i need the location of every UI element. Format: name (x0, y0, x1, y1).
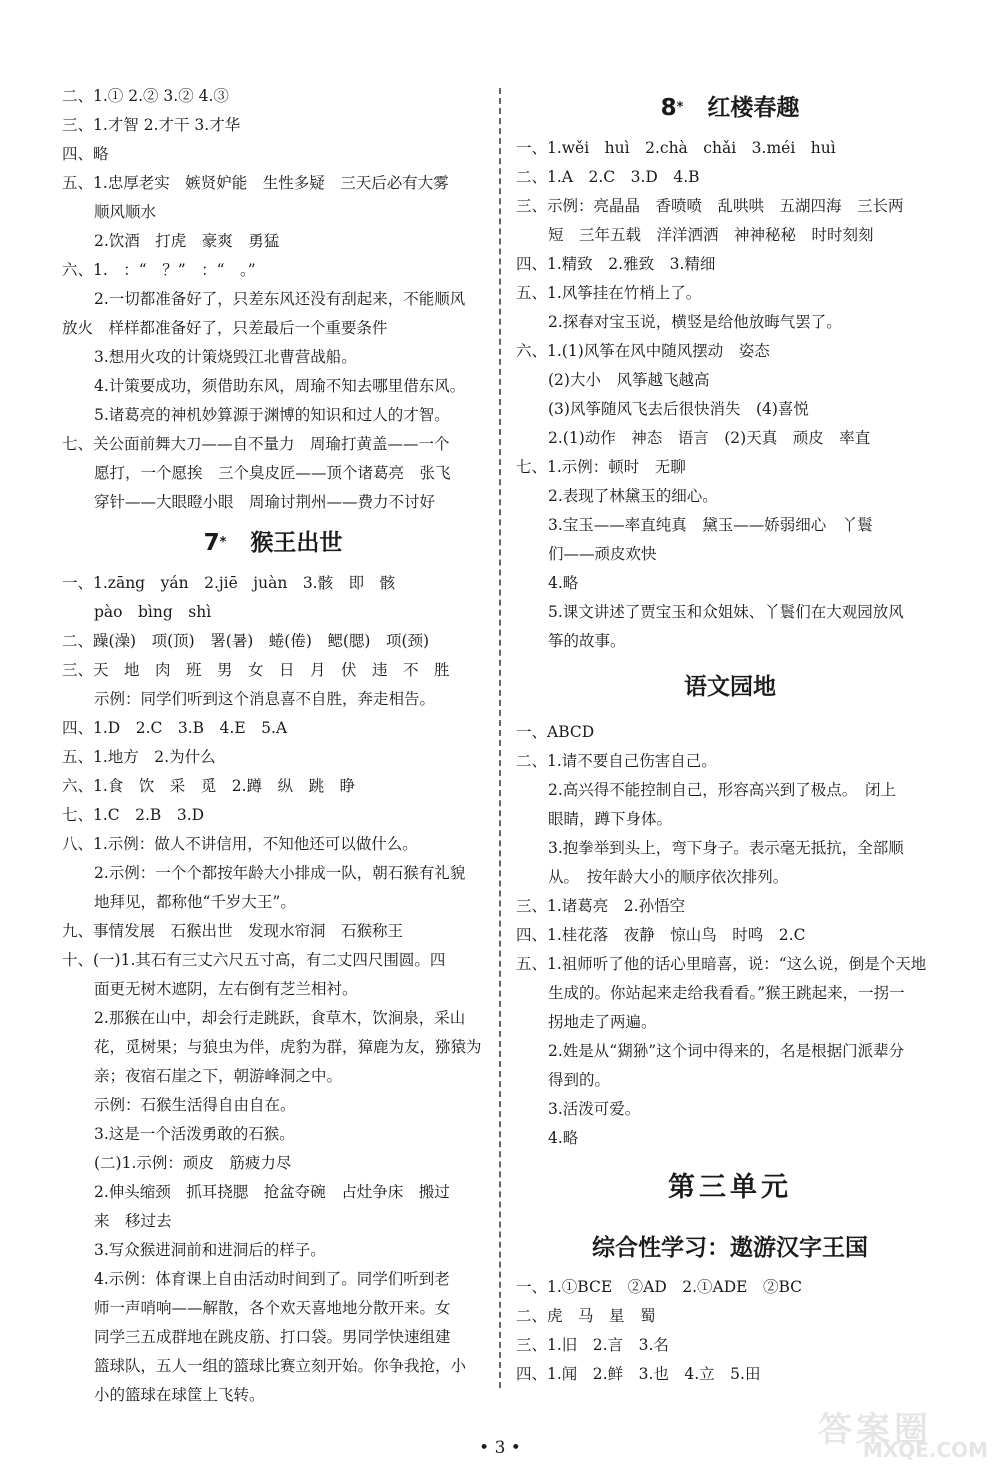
section-title-study: 综合性学习：遨游汉字王国 (592, 1235, 868, 1261)
answer-line: 筝的故事。 (548, 632, 626, 650)
answer-line: 2.一切都准备好了，只差东风还没有刮起来，不能顺风 (94, 290, 466, 308)
answer-line: 一、1.zāng yán 2.jiē juàn 3.骸 即 骸 (62, 574, 396, 592)
watermark-logo (818, 1402, 988, 1462)
answers-study (516, 1273, 944, 1389)
answer-line: 二、1.请不要自己伤害自己。 (516, 752, 717, 770)
answer-line: (二)1.示例：顽皮 筋疲力尽 (94, 1154, 292, 1172)
answer-line: 一、1.wěi huì 2.chà chǎi 3.méi huì (516, 139, 836, 157)
answer-line: 2.(1)动作 神态 语言 (2)天真 顽皮 率直 (548, 429, 871, 447)
lesson-title-7: 7* 猴王出世 (203, 530, 343, 556)
right-column (516, 82, 944, 1389)
answer-line: 七、1.C 2.B 3.D (62, 806, 205, 824)
answer-line: 花，觅树果；与狼虫为伴，虎豹为群，獐鹿为友，猕猿为 (94, 1038, 482, 1056)
answer-line: 2.表现了林黛玉的细心。 (548, 487, 718, 505)
left-column (62, 82, 484, 1410)
unit-title: 第三单元 (668, 1172, 792, 1203)
answer-line: 从。 按年龄大小的顺序依次排列。 (548, 868, 789, 886)
answer-line: 放火 样样都准备好了，只差最后一个重要条件 (62, 319, 388, 337)
section-title-garden: 语文园地 (684, 674, 776, 700)
answer-line: 们——顽皮欢快 (548, 545, 657, 563)
answer-line: 眼睛，蹲下身体。 (548, 810, 673, 828)
answer-line: 六、1.食 饮 采 觅 2.蹲 纵 跳 睁 (62, 777, 356, 795)
answer-line: 2.伸头缩颈 抓耳挠腮 抢盆夺碗 占灶争床 搬过 (94, 1183, 450, 1201)
answer-line: 六、1.(1)风筝在风中随风摆动 姿态 (516, 342, 770, 360)
answer-line: 七、关公面前舞大刀——自不量力 周瑜打黄盖——一个 (62, 435, 450, 453)
answer-line: 3.这是一个活泼勇敢的石猴。 (94, 1125, 295, 1143)
answer-line: 四、1.桂花落 夜静 惊山鸟 时鸣 2.C (516, 926, 806, 944)
answer-line: 五、1.忠厚老实 嫉贤妒能 生性多疑 三天后必有大雾 (62, 174, 449, 192)
answer-line: 地拜见，都称他“千岁大王”。 (94, 893, 296, 911)
answer-line: 四、略 (62, 145, 109, 163)
lesson-number: 7 (203, 530, 220, 556)
answer-line: 4.示例：体育课上自由活动时间到了。同学们听到老 (94, 1270, 450, 1288)
answer-line: 九、事情发展 石猴出世 发现水帘洞 石猴称王 (62, 922, 404, 940)
answer-line: 短 三年五载 洋洋洒洒 神神秘秘 时时刻刻 (548, 226, 874, 244)
column-divider (499, 88, 501, 1388)
lesson-name: 红楼春趣 (707, 95, 800, 121)
answer-line: 五、1.风筝挂在竹梢上了。 (516, 284, 702, 302)
answer-line: 二、躁(澡) 项(顶) 署(暑) 蜷(倦) 鳃(腮) 项(颈) (62, 632, 430, 650)
answers-garden (516, 718, 944, 1153)
page-number: • 3 • (479, 1438, 521, 1458)
answer-line: (3)风筝随风飞去后很快消失 (4)喜悦 (548, 400, 809, 418)
lesson-name: 猴王出世 (250, 530, 343, 556)
answer-line: 3.活泼可爱。 (548, 1100, 641, 1118)
answer-line: 顺风顺水 (94, 203, 157, 221)
answer-line: 四、1.D 2.C 3.B 4.E 5.A (62, 719, 288, 737)
answer-line: 愿打，一个愿挨 三个臭皮匠——顶个诸葛亮 张飞 (94, 464, 451, 482)
answers-lesson6 (62, 82, 484, 517)
answer-line: 小的篮球在球筐上飞转。 (94, 1386, 265, 1404)
answer-line: 4.略 (548, 1129, 579, 1147)
answer-line: 2.那猴在山中，却会行走跳跃，食草木，饮涧泉，采山 (94, 1009, 466, 1027)
answer-line: 三、1.才智 2.才干 3.才华 (62, 116, 241, 134)
answer-line: 三、1.旧 2.言 3.名 (516, 1336, 669, 1354)
answer-line: 二、1.A 2.C 3.D 4.B (516, 168, 700, 186)
answer-line: 生成的。你站起来走给我看看。”猴王跳起来，一拐一 (548, 984, 905, 1002)
answer-line: 2.姓是从“猢狲”这个词中得来的，名是根据门派辈分 (548, 1042, 905, 1060)
answer-line: pào bìng shì (94, 603, 212, 621)
watermark-text: 答案圈 (818, 1410, 932, 1450)
answer-line: 3.写众猴进洞前和进洞后的样子。 (94, 1241, 326, 1259)
answer-line: 三、1.诸葛亮 2.孙悟空 (516, 897, 686, 915)
answer-line: 八、1.示例：做人不讲信用，不知他还可以做什么。 (62, 835, 418, 853)
answer-line: 2.示例：一个个都按年龄大小排成一队，朝石猴有礼貌 (94, 864, 466, 882)
answer-line: 五、1.祖师听了他的话心里暗喜，说：“这么说，倒是个天地 (516, 955, 927, 973)
answers-lesson8 (516, 134, 944, 656)
answer-line: 3.想用火攻的计策烧毁江北曹营战船。 (94, 348, 357, 366)
lesson-number: 8 (660, 95, 677, 121)
answer-line: 3.抱拳举到头上，弯下身子。表示毫无抵抗，全部顺 (548, 839, 904, 857)
answer-line: 来 移过去 (94, 1212, 172, 1230)
answer-line: 十、(一)1.其石有三丈六尺五寸高，有二丈四尺围圆。四 (62, 951, 446, 969)
answer-line: 二、1.① 2.② 3.② 4.③ (62, 87, 229, 105)
answer-line: 拐地走了两遍。 (548, 1013, 657, 1031)
answers-lesson7 (62, 569, 484, 1410)
answer-line: 2.高兴得不能控制自己，形容高兴到了极点。 闭上 (548, 781, 897, 799)
answer-line: 5.课文讲述了贾宝玉和众姐妹、丫鬟们在大观园放风 (548, 603, 904, 621)
answer-line: 2.探春对宝玉说，横竖是给他放晦气罢了。 (548, 313, 842, 331)
answer-line: (2)大小 风筝越飞越高 (548, 371, 710, 389)
answer-line: 二、虎 马 星 蜀 (516, 1307, 656, 1325)
answer-line: 四、1.闻 2.鲜 3.也 4.立 5.田 (516, 1365, 761, 1383)
answer-line: 得到的。 (548, 1071, 611, 1089)
answer-line: 4.略 (548, 574, 579, 592)
answer-line: 2.饮酒 打虎 豪爽 勇猛 (94, 232, 280, 250)
answer-line: 示例：同学们听到这个消息喜不自胜，奔走相告。 (94, 690, 436, 708)
answer-line: 七、1.示例：顿时 无聊 (516, 458, 686, 476)
answer-line: 三、示例：亮晶晶 香喷喷 乱哄哄 五湖四海 三长两 (516, 197, 904, 215)
answer-line: 示例：石猴生活得自由自在。 (94, 1096, 296, 1114)
answer-line: 3.宝玉——率直纯真 黛玉——娇弱细心 丫鬟 (548, 516, 873, 534)
answer-line: 六、1. ：“ ？” ：“ 。” (62, 261, 256, 279)
answer-line: 一、1.①BCE ②AD 2.①ADE ②BC (516, 1278, 803, 1296)
answer-line: 四、1.精致 2.雅致 3.精细 (516, 255, 716, 273)
answer-line: 面更无树木遮阴，左右倒有芝兰相衬。 (94, 980, 358, 998)
answer-line: 师一声哨响——解散，各个欢天喜地地分散开来。女 (94, 1299, 451, 1317)
lesson-title-8: 8* 红楼春趣 (660, 95, 800, 121)
answer-line: 篮球队，五人一组的篮球比赛立刻开始。你争我抢，小 (94, 1357, 467, 1375)
answer-line: 同学三五成群地在跳皮筋、打口袋。男同学快速组建 (94, 1328, 451, 1346)
answer-line: 亲；夜宿石崖之下，朝游峰洞之中。 (94, 1067, 343, 1085)
answer-line: 穿针——大眼瞪小眼 周瑜讨荆州——费力不讨好 (94, 493, 436, 511)
answer-line: 5.诸葛亮的神机妙算源于渊博的知识和过人的才智。 (94, 406, 450, 424)
answer-line: 五、1.地方 2.为什么 (62, 748, 216, 766)
watermark-url: MXQE.COM (862, 1438, 988, 1462)
answer-line: 4.计策要成功，须借助东风，周瑜不知去哪里借东风。 (94, 377, 466, 395)
answer-line: 一、ABCD (516, 723, 595, 741)
answer-line: 三、天 地 肉 班 男 女 日 月 伏 违 不 胜 (62, 661, 450, 679)
